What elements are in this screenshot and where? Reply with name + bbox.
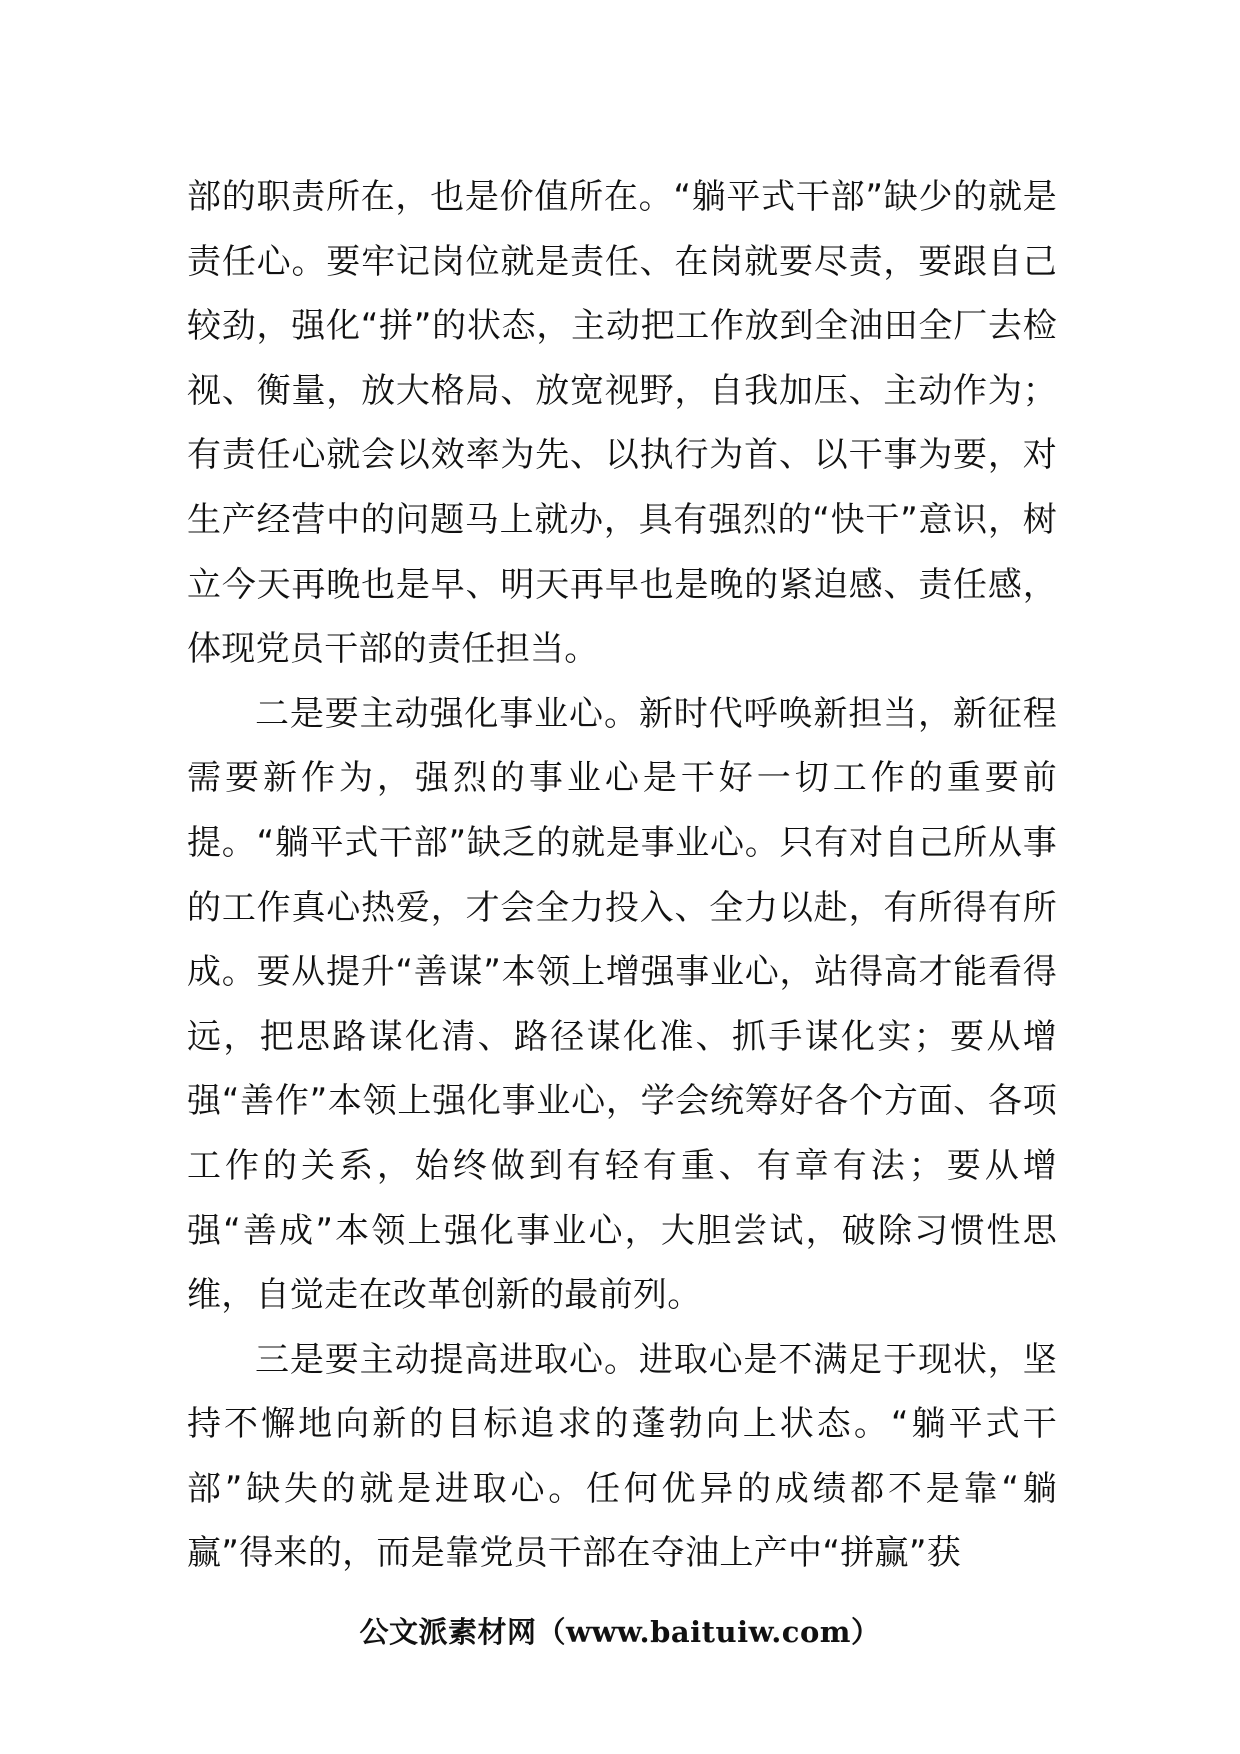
- document-body: [187, 165, 1057, 1586]
- paragraph-1: 部的职责所在，也是价值所在。“躺平式干部”缺少的就是责任心。要牢记岗位就是责任、在岗就要尽责，要跟自己较劲，强化“拼”的状态，主动把工作放到全油田全厂去检视、衡量，放大格局、放宽视野，自我加压、主动作为；有责任心就会以效率为先、以执行为首、以干事为要，对生产经营中的问题马上就办，具有强烈的“快干”意识，树立今天再晚也是早、明天再早也是晚的紧迫感、责任感，体现党员干部的责任担当。: [187, 177, 1057, 670]
- footer-watermark: 公文派素材网（www.baituiw.com）: [359, 1615, 881, 1649]
- paragraph-3: 三是要主动提高进取心。进取心是不满足于现状，坚持不懈地向新的目标追求的蓬勃向上状态。“躺平式干部”缺失的就是进取心。任何优异的成绩都不是靠“躺赢”得来的，而是靠党员干部在夺油上产中“拼赢”获: [187, 1339, 1057, 1574]
- paragraph-2: 二是要主动强化事业心。新时代呼唤新担当，新征程需要新作为，强烈的事业心是干好一切工作的重要前提。“躺平式干部”缺乏的就是事业心。只有对自己所从事的工作真心热爱，才会全力投入、全力以赴，有所得有所成。要从提升“善谋”本领上增强事业心，站得高才能看得远，把思路谋化清、路径谋化准、抓手谋化实；要从增强“善作”本领上强化事业心，学会统筹好各个方面、各项工作的关系，始终做到有轻有重、有章有法；要从增强“善成”本领上强化事业心，大胆尝试，破除习惯性思维，自觉走在改革创新的最前列。: [187, 693, 1057, 1316]
